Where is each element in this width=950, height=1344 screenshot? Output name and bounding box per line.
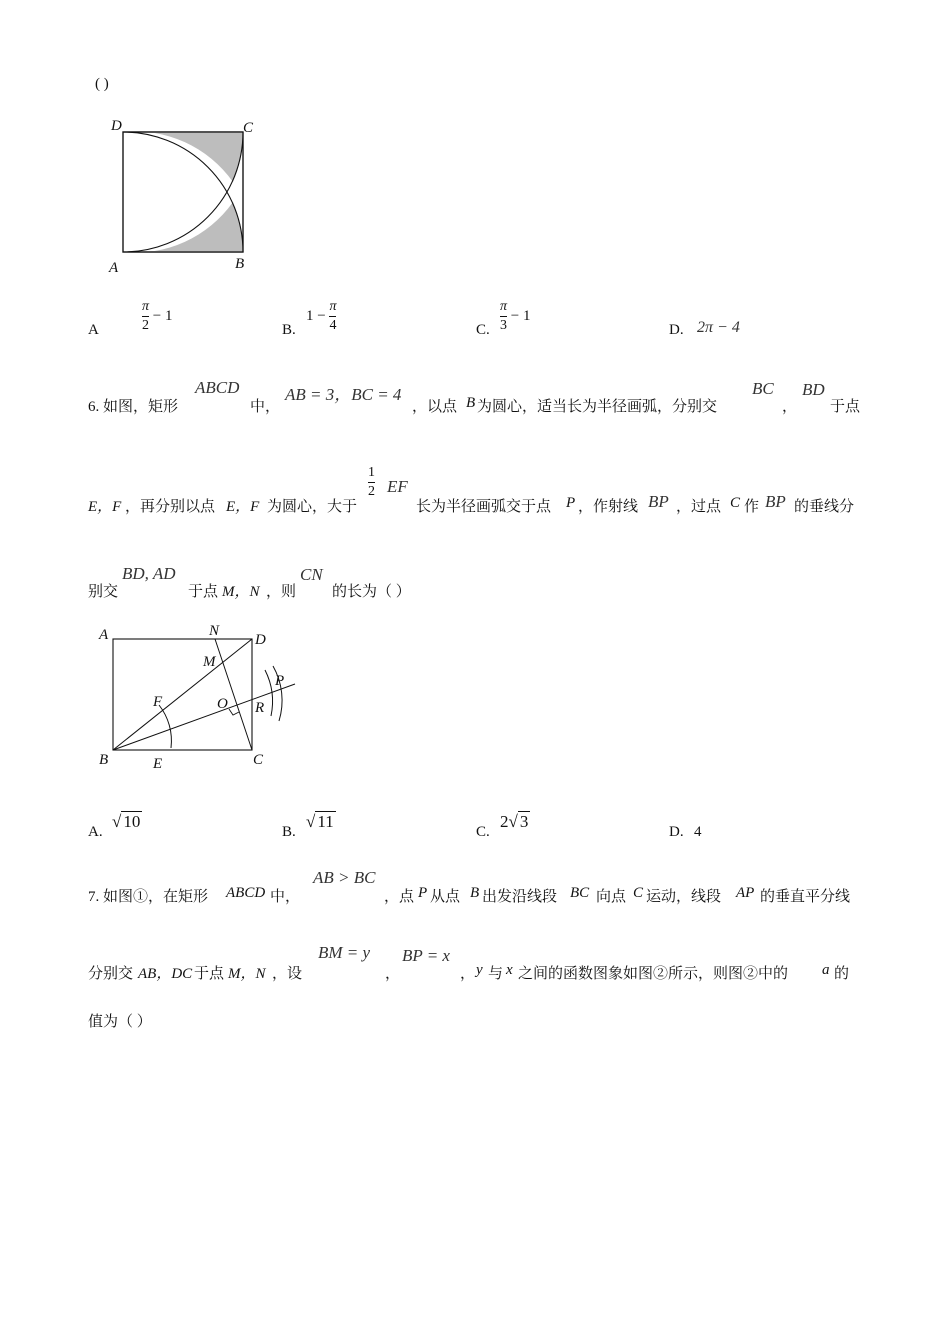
q5-label-b: B (235, 256, 245, 272)
q6-label-f: F (153, 694, 163, 710)
radicand: 11 (317, 812, 334, 831)
q7-line3: 值为（ ） (88, 1014, 152, 1030)
q6-label-p: P (275, 673, 285, 689)
q6-line1-d: 为圆心，适当长为半径画弧，分别交 (477, 399, 718, 415)
q7-var-x: x (506, 962, 513, 978)
q6-point-b: B (466, 395, 476, 411)
q6-line2-b: 为圆心，大于 (267, 499, 358, 515)
q7-math-bp-x: BP = x (402, 946, 450, 965)
q6-line1-f: 于点 (830, 399, 861, 415)
coefficient: 2 (500, 812, 509, 831)
q6-math-abcd: ABCD (195, 378, 240, 397)
frac-den: 2 (142, 318, 149, 333)
q7-line2-d: ， (385, 966, 401, 982)
q6-option-c-letter: C. (476, 824, 490, 840)
q6-label-o: O (217, 696, 228, 712)
q7-line1-f: 向点 (596, 889, 627, 905)
q7-line2-g: 之间的函数图象如图②所示，则图②中的 (518, 966, 789, 982)
q6-points-mn: M，N (222, 584, 260, 600)
radicand: 10 (123, 812, 141, 831)
q6-line1-c: ，以点 (412, 399, 458, 415)
q5-figure (105, 112, 275, 277)
frac-den: 3 (500, 318, 507, 333)
q6-label-r: R (255, 700, 265, 716)
q6-math-bc: BC (752, 379, 774, 398)
q7-var-y: y (476, 962, 483, 978)
frac-num: π (500, 299, 508, 314)
q6-line2-d: ，作射线 (578, 499, 639, 515)
q6-frac-half (368, 466, 375, 499)
frac-den: 2 (368, 484, 375, 499)
q5-option-a (142, 300, 172, 333)
q6-label-a: A (99, 627, 109, 643)
q5-option-c-tail: − 1 (510, 307, 531, 324)
q6-line2-f: 作 (744, 499, 760, 515)
frac-num: π (329, 299, 337, 314)
q6-line3-d: 的长为（ ） (332, 584, 411, 600)
q7-line2-c: ，设 (272, 966, 303, 982)
q7-line2-h: 的 (834, 966, 850, 982)
q5-option-b (306, 300, 336, 333)
q5-option-b-head: 1 − (306, 307, 326, 324)
radicand: 3 (519, 812, 529, 831)
q6-option-d-letter: D. (669, 824, 684, 840)
q7-math-bm-y: BM = y (318, 943, 371, 962)
q7-line2-a: 分别交 (88, 966, 134, 982)
q5-option-d: 2π − 4 (697, 319, 740, 336)
q6-option-c: 2√ 3 (500, 812, 529, 831)
q6-label-b: B (99, 752, 109, 768)
q6-point-p: P (566, 495, 576, 511)
q7-line1-b: 中， (270, 889, 301, 905)
q6-figure (95, 622, 310, 772)
q6-math-bp: BP (648, 492, 669, 511)
q6-point-c: C (730, 495, 741, 511)
q7-seg-bc: BC (570, 885, 590, 901)
q5-option-b-letter: B. (282, 322, 296, 338)
q7-seg-ap: AP (736, 885, 755, 901)
q7-line2-b: 于点 (194, 966, 225, 982)
q6-option-a-letter: A. (88, 824, 103, 840)
q7-point-b: B (470, 885, 480, 901)
q7-point-p: P (418, 885, 428, 901)
q6-line2-ef2: E，F (226, 499, 260, 515)
q5-option-c (500, 300, 530, 333)
frac-num: π (142, 299, 150, 314)
frac-num: 1 (368, 465, 375, 480)
q6-line2-a: ，再分别以点 (125, 499, 216, 515)
q6-option-b: √ 11 (306, 812, 334, 831)
q6-line1-e: ， (782, 399, 798, 415)
q5-option-a-tail: − 1 (152, 307, 173, 324)
q7-line1-h: 的垂直平分线 (760, 889, 851, 905)
q7-line1-e: 出发沿线段 (482, 889, 558, 905)
q7-math-ab-gt-bc: AB > BC (313, 868, 376, 887)
q6-label-m: M (203, 654, 216, 670)
q7-line1-c: ，点 (384, 889, 415, 905)
q6-math-bd: BD (802, 380, 825, 399)
q6-option-d: 4 (694, 824, 702, 840)
q6-math-cn: CN (300, 565, 323, 584)
q6-math-ef: EF (387, 477, 408, 496)
q6-line2-e: ，过点 (676, 499, 722, 515)
q6-line3-a: 别交 (88, 584, 119, 600)
frac-den: 4 (329, 318, 337, 333)
q6-line3-c: ，则 (266, 584, 297, 600)
q5-option-a-letter: A (88, 322, 99, 338)
q6-label-d: D (255, 632, 266, 648)
q6-line2-c: 长为半径画弧交于点 (416, 499, 552, 515)
q7-line1-a: 7. 如图①，在矩形 (88, 889, 209, 905)
q7-point-c: C (633, 885, 644, 901)
q6-option-b-letter: B. (282, 824, 296, 840)
q7-line1-g: 运动，线段 (646, 889, 722, 905)
q6-math-ab-bc: AB = 3，BC = 4 (285, 385, 402, 404)
q6-line1-b: 中， (250, 399, 281, 415)
q7-points-mn: M，N (228, 966, 266, 982)
q7-ab-dc: AB，DC (138, 966, 193, 982)
q5-label-d: D (111, 118, 122, 134)
q6-math-bd-ad: BD, AD (122, 564, 176, 583)
q6-label-n: N (209, 623, 220, 639)
q7-var-a: a (822, 962, 830, 978)
q5-option-d-letter: D. (669, 322, 684, 338)
q6-line2-g: 的垂线分 (794, 499, 855, 515)
q7-line1-d: 从点 (430, 889, 461, 905)
q6-line1-a: 6. 如图，矩形 (88, 399, 179, 415)
q7-abcd: ABCD (226, 885, 266, 901)
q6-math-bp2: BP (765, 492, 786, 511)
q5-label-a: A (109, 260, 119, 276)
q5-answer-paren: ( ) (95, 76, 109, 92)
q7-line2-e: ， (460, 966, 476, 982)
q6-line2-ef: E，F (88, 499, 122, 515)
q6-option-a: √ 10 (112, 812, 141, 831)
q6-label-e: E (153, 756, 163, 772)
q5-label-c: C (243, 120, 254, 136)
q7-line2-f: 与 (488, 966, 504, 982)
q5-option-c-letter: C. (476, 322, 490, 338)
q6-line3-b: 于点 (188, 584, 219, 600)
q6-label-c: C (253, 752, 264, 768)
